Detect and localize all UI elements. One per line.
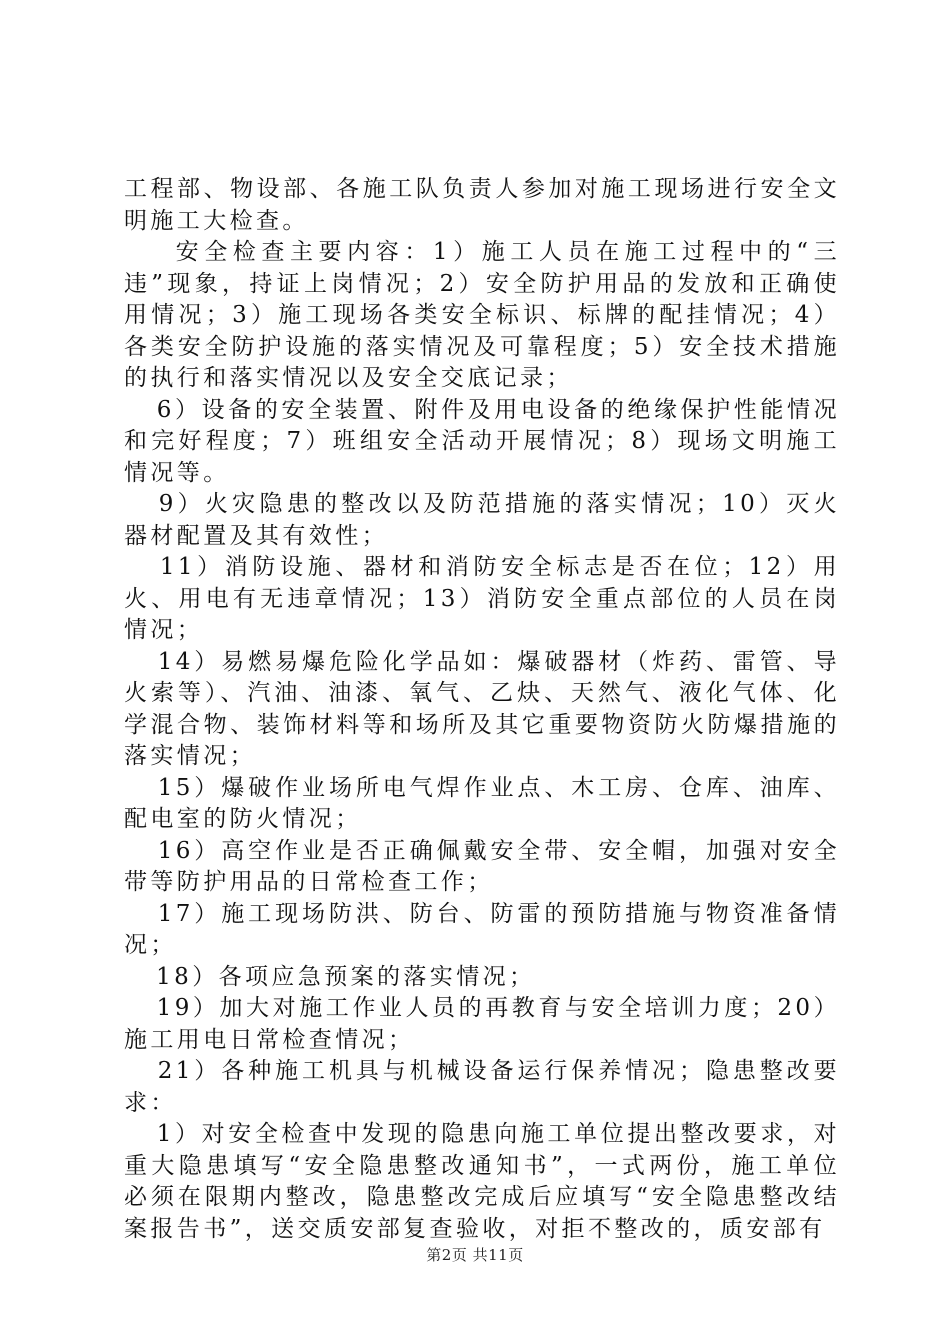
paragraph-8: 16）高空作业是否正确佩戴安全带、安全帽，加强对安全带等防护用品的日常检查工作；: [124, 837, 840, 895]
paragraph-12: 21）各种施工机具与机械设备运行保养情况；隐患整改要求：: [124, 1058, 840, 1116]
paragraph-7: 15）爆破作业场所电气焊作业点、木工房、仓库、油库、配电室的防火情况；: [124, 774, 840, 832]
page-number-footer: 第2页 共11页: [426, 1246, 524, 1264]
paragraph-9: 17）施工现场防洪、防台、防雷的预防措施与物资准备情况；: [124, 900, 840, 958]
paragraph-1: 工程部、物设部、各施工队负责人参加对施工现场进行安全文明施工大检查。: [124, 176, 840, 234]
paragraph-5: 11）消防设施、器材和消防安全标志是否在位；12）用火、用电有无违章情况；13）消防安全重点部位的人员在岗情况；: [124, 554, 840, 643]
paragraph-6: 14）易燃易爆危险化学品如：爆破器材（炸药、雷管、导火索等）、汽油、油漆、氧气、乙炔、天然气、液化气体、化学混合物、装饰材料等和场所及其它重要物资防火防爆措施的落实情况；: [124, 648, 840, 769]
paragraph-11: 19）加大对施工作业人员的再教育与安全培训力度；20）施工用电日常检查情况；: [124, 995, 840, 1053]
paragraph-13: 1）对安全检查中发现的隐患向施工单位提出整改要求，对重大隐患填写“安全隐患整改通知书”，一式两份，施工单位必须在限期内整改，隐患整改完成后应填写“安全隐患整改结案报告书”，送交质安部复查验收，对拒不整改的，质安部有: [124, 1121, 840, 1242]
paragraph-2: 安全检查主要内容：1）施工人员在施工过程中的“三违”现象，持证上岗情况；2）安全防护用品的发放和正确使用情况；3）施工现场各类安全标识、标牌的配挂情况；4）各类安全防护设施的落实情况及可靠程度；5）安全技术措施的执行和落实情况以及安全交底记录；: [124, 239, 840, 391]
paragraph-10: 18）各项应急预案的落实情况；: [124, 963, 536, 990]
paragraph-3: 6）设备的安全装置、附件及用电设备的绝缘保护性能情况和完好程度；7）班组安全活动开展情况；8）现场文明施工情况等。: [124, 396, 840, 486]
paragraph-4: 9）火灾隐患的整改以及防范措施的落实情况；10）灭火器材配置及其有效性；: [124, 491, 840, 549]
document-body: [124, 174, 840, 1245]
